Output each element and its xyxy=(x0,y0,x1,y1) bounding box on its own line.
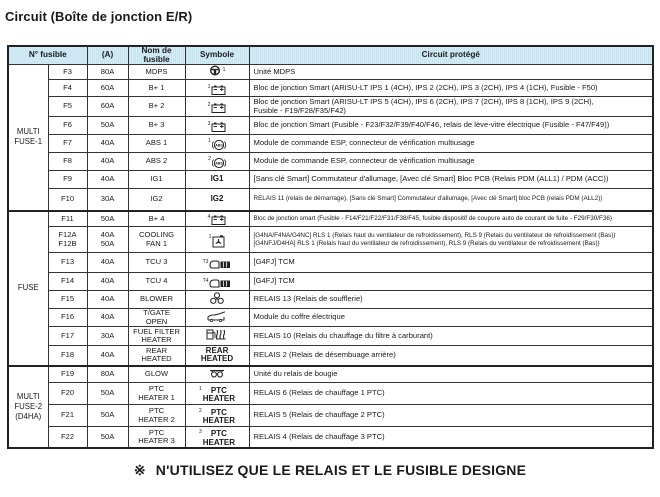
fuse-number xyxy=(48,383,87,405)
fuse-name-line: COOLING xyxy=(139,230,175,239)
fuse-symbol xyxy=(185,171,249,189)
fuse-amperage xyxy=(87,189,128,211)
fuse-symbol xyxy=(185,153,249,171)
fuse-symbol xyxy=(185,273,249,291)
fuse-name xyxy=(128,427,185,449)
fuse-name-line: TCU 3 xyxy=(145,257,168,267)
fuse-name xyxy=(128,327,185,346)
protected-circuit-line: RELAIS 4 (Relais de chauffage 3 PTC) xyxy=(253,431,385,441)
transmission-icon xyxy=(209,260,231,269)
symbol-wrap xyxy=(208,139,226,151)
fuse-number xyxy=(48,97,87,117)
protected-circuit-line: RELAIS 5 (Relais de chauffage 2 PTC) xyxy=(253,410,385,420)
fuse-table xyxy=(7,45,654,449)
fuse-number xyxy=(48,189,87,211)
table-header-row xyxy=(8,46,653,65)
battery-icon xyxy=(211,103,226,113)
symbol-wrap xyxy=(206,329,228,340)
symbol-index: 2 xyxy=(207,102,211,108)
protected-circuit-line: Unité du relais de bougie xyxy=(253,369,338,378)
svg-text:ABS: ABS xyxy=(215,161,223,166)
fuse-amperage-line: 40A xyxy=(100,312,115,322)
symbol-wrap xyxy=(211,175,224,184)
warning-note xyxy=(0,462,660,479)
fuse-symbol xyxy=(185,346,249,366)
symbol-wrap xyxy=(199,409,235,426)
protected-circuit xyxy=(249,405,653,427)
symbol-index: 1 xyxy=(198,385,202,392)
table-row xyxy=(8,171,653,189)
tailgate-icon xyxy=(207,311,227,322)
fuse-symbol xyxy=(185,309,249,327)
table-row xyxy=(8,309,653,327)
protected-circuit xyxy=(249,80,653,97)
group-label-line: (D4HA) xyxy=(15,411,42,421)
fuse-number-line: F4 xyxy=(63,82,72,92)
symbol-index: 3 xyxy=(207,121,211,127)
fuse-symbol xyxy=(185,189,249,211)
fuse-name-line: ABS 2 xyxy=(145,156,168,166)
fuse-number xyxy=(48,171,87,189)
protected-circuit xyxy=(249,366,653,383)
battery-icon xyxy=(211,215,226,225)
fuse-amperage-line: 40A xyxy=(100,257,115,267)
table-row xyxy=(8,327,653,346)
glow-plug-icon xyxy=(209,369,225,378)
protected-circuit-line: Module de commande ESP, connecteur de vérification multiusage xyxy=(253,138,475,148)
fuse-symbol xyxy=(185,291,249,309)
fuse-name xyxy=(128,227,185,253)
fuel-filter-heater-icon xyxy=(206,329,228,340)
fuse-amperage xyxy=(87,135,128,153)
fuse-group-label xyxy=(8,366,48,449)
protected-circuit-line: [G4NA/F4NA/G4NC] RLS 1 (Relais haut du ventilateur de refroidissement), RLS 9 (Relais du ventilateur de refroidissement (Bas)) xyxy=(253,231,616,239)
protected-circuit xyxy=(249,153,653,171)
fuse-name xyxy=(128,273,185,291)
table-row xyxy=(8,383,653,405)
protected-circuit-line: RELAIS 11 (relais de démarrage), [Sans clé Smart] Commutateur d'allumage, [Avec clé Smart] bloc PCB (relais PDM (ALL2)) xyxy=(253,195,603,203)
symbol-index: 4 xyxy=(207,214,211,221)
fuse-number xyxy=(48,327,87,346)
svg-text:ABS: ABS xyxy=(215,143,223,148)
fuse-group-label xyxy=(8,65,48,211)
fuse-amperage-line: 30A xyxy=(100,194,115,203)
fuse-amperage-line: 50A xyxy=(100,213,115,223)
table-row xyxy=(8,405,653,427)
symbol-wrap xyxy=(211,195,224,204)
fuse-number-line: F12B xyxy=(58,238,77,248)
symbol-wrap xyxy=(199,430,235,447)
symbol-wrap xyxy=(209,369,225,378)
protected-circuit xyxy=(249,117,653,135)
table-row xyxy=(8,366,653,383)
protected-circuit-line: Bloc de jonction smart (Fusible - F14/F21/F22/F31/F38/F45, fusible dispositif de coupure auto de courant de fuite - F29/F30/F36) xyxy=(253,214,612,222)
protected-circuit-line: Fusible - F19/F28/F35/F42) xyxy=(253,105,346,115)
symbol-index: 1 xyxy=(208,233,212,240)
fuse-name-line: GLOW xyxy=(144,369,169,378)
fuse-number-line: F19 xyxy=(60,369,75,378)
fuse-number-line: F8 xyxy=(63,156,72,166)
fuse-name-line: T/GATE OPEN xyxy=(143,308,170,326)
fuse-name-line: TCU 4 xyxy=(145,276,168,286)
fuse-number-line: F18 xyxy=(60,350,75,359)
fuse-amperage-line: 50A xyxy=(100,410,115,420)
steering-wheel-icon xyxy=(209,65,222,76)
fuse-name-line: MDPS xyxy=(145,66,168,76)
protected-circuit xyxy=(249,227,653,253)
protected-circuit xyxy=(249,309,653,327)
symbol-wrap xyxy=(203,260,232,269)
fuse-number xyxy=(48,291,87,309)
fuse-amperage-line: 80A xyxy=(100,369,115,378)
fuse-amperage-line: 80A xyxy=(100,66,115,76)
symbol-wrap xyxy=(203,279,232,288)
fuse-name-line: REAR xyxy=(145,345,168,355)
fuse-number-line: F11 xyxy=(61,213,74,223)
fuse-amperage xyxy=(87,273,128,291)
fuse-symbol xyxy=(185,211,249,227)
protected-circuit xyxy=(249,189,653,211)
fuse-name xyxy=(128,366,185,383)
fuse-amperage xyxy=(87,117,128,135)
table-row xyxy=(8,117,653,135)
fuse-name xyxy=(128,346,185,366)
protected-circuit-line: RELAIS 2 (Relais de désembuage arrière) xyxy=(253,350,396,359)
symbol-text-line: HEATED xyxy=(200,354,234,364)
symbol-text xyxy=(203,409,235,426)
fuse-symbol xyxy=(185,65,249,80)
protected-circuit-line: Bloc de jonction Smart (ARISU-LT IPS 5 (4CH), IPS 6 (2CH), IPS 7 (2CH), IPS 8 (1CH), IPS 9 (2CH), xyxy=(253,97,594,106)
fuse-amperage xyxy=(87,346,128,366)
protected-circuit-line: [G4NFJ/D4HA] RLS 1 (Relais haut du ventilateur de refroidissement), RLS 9 (Relais du ventilateur de refroidissement (Bas)) xyxy=(253,239,600,247)
warning-text: N'UTILISEZ QUE LE RELAIS ET LE FUSIBLE DESIGNE xyxy=(155,462,527,478)
symbol-text-line: PTC xyxy=(210,407,227,417)
protected-circuit-line: RELAIS 10 (Relais du chauffage du filtre à carburant) xyxy=(253,330,433,340)
symbol-index: 2 xyxy=(208,156,211,162)
fuse-symbol xyxy=(185,327,249,346)
symbol-text xyxy=(201,347,233,364)
fuse-number-line: F16 xyxy=(60,312,75,322)
fuse-amperage xyxy=(87,291,128,309)
blower-fan-icon xyxy=(210,292,224,305)
fuse-name-line: HEATER 1 xyxy=(138,392,175,402)
fuse-number xyxy=(48,117,87,135)
group-label-line: MULTI xyxy=(16,127,40,137)
fuse-number xyxy=(48,153,87,171)
fuse-number-line: F5 xyxy=(63,101,72,111)
fuse-amperage xyxy=(87,227,128,253)
symbol-wrap xyxy=(207,311,227,322)
fuse-amperage xyxy=(87,253,128,273)
fuse-name xyxy=(128,135,185,153)
protected-circuit xyxy=(249,135,653,153)
table-row xyxy=(8,253,653,273)
fuse-number-line: F22 xyxy=(60,431,75,441)
fuse-name xyxy=(128,80,185,97)
fuse-name-line: PTC xyxy=(148,406,165,415)
fuse-name xyxy=(128,309,185,327)
fuse-name-line: B+ 3 xyxy=(148,120,165,130)
fuse-number xyxy=(48,80,87,97)
symbol-wrap xyxy=(199,387,235,404)
header-circuit: Circuit protégé xyxy=(249,46,653,65)
fuse-amperage xyxy=(87,97,128,117)
fuse-name-line: B+ 4 xyxy=(148,213,165,223)
fuse-name xyxy=(128,405,185,427)
fuse-name xyxy=(128,291,185,309)
fuse-number-line: F9 xyxy=(63,174,72,184)
symbol-wrap xyxy=(201,347,233,364)
fuse-number-line: F20 xyxy=(60,388,75,398)
fuse-number-line: F21 xyxy=(60,410,75,420)
fuse-amperage xyxy=(87,80,128,97)
fuse-name xyxy=(128,117,185,135)
protected-circuit-line: Bloc de jonction Smart (ARISU-LT IPS 1 (4CH), IPS 2 (2CH), IPS 3 (2CH), IPS 4 (1CH), Fusible - F50) xyxy=(253,82,598,92)
protected-circuit xyxy=(249,327,653,346)
fuse-symbol xyxy=(185,97,249,117)
group-label-line: FUSE xyxy=(17,283,39,292)
fuse-symbol xyxy=(185,405,249,427)
table-row xyxy=(8,80,653,97)
fuse-name xyxy=(128,65,185,80)
fuse-amperage-line: 50A xyxy=(100,120,115,130)
header-amp: (A) xyxy=(87,46,128,65)
fuse-name xyxy=(128,171,185,189)
fuse-name xyxy=(128,383,185,405)
fuse-amperage xyxy=(87,153,128,171)
fuse-amperage-line: 40A xyxy=(100,350,115,359)
fuse-name-line: PTC xyxy=(148,427,165,437)
fuse-name xyxy=(128,189,185,211)
transmission-icon xyxy=(209,279,231,288)
fuse-symbol xyxy=(185,117,249,135)
fuse-number xyxy=(48,211,87,227)
fuse-amperage-line: 60A xyxy=(100,82,115,92)
abs-icon xyxy=(212,139,226,151)
fuse-name-line: BLOWER xyxy=(140,294,173,304)
symbol-text-line: IG1 xyxy=(210,174,224,184)
protected-circuit-line: Module du coffre électrique xyxy=(253,312,345,322)
fuse-number-line: F17 xyxy=(60,330,75,340)
symbol-wrap xyxy=(208,122,227,132)
protected-circuit-line: [Sans clé Smart] Commutateur d'allumage, [Avec clé Smart] Bloc PCB (Relais PDM (ALL1) / PDM (ACC)) xyxy=(253,174,609,184)
fuse-amperage-line: 40A xyxy=(100,174,115,184)
fuse-name xyxy=(128,153,185,171)
fuse-name-line: HEATER 2 xyxy=(138,414,175,424)
fuse-amperage-line: 40A xyxy=(100,230,115,239)
fuse-number-line: F7 xyxy=(63,138,72,148)
fuse-symbol xyxy=(185,427,249,449)
fuse-symbol xyxy=(185,383,249,405)
fuse-amperage xyxy=(87,309,128,327)
fuse-amperage-line: 40A xyxy=(100,276,115,286)
protected-circuit xyxy=(249,383,653,405)
fuse-number xyxy=(48,65,87,80)
symbol-text-line: REAR xyxy=(205,345,229,355)
fuse-number xyxy=(48,427,87,449)
symbol-text xyxy=(203,430,235,447)
header-fuse-no: N° fusible xyxy=(8,46,87,65)
symbol-text-line: PTC xyxy=(210,385,227,395)
page-title: Circuit (Boîte de jonction E/R) xyxy=(5,9,193,24)
reference-mark-icon: ※ xyxy=(133,462,146,478)
fuse-amperage-line: 50A xyxy=(100,238,115,248)
fuse-name xyxy=(128,97,185,117)
fuse-amperage xyxy=(87,383,128,405)
fuse-name-line: IG1 xyxy=(150,174,163,184)
table-row xyxy=(8,97,653,117)
fuse-number xyxy=(48,227,87,253)
symbol-wrap xyxy=(208,103,227,113)
fuse-number-line: F14 xyxy=(60,276,75,286)
fuse-number xyxy=(48,346,87,366)
fuse-amperage-line: 40A xyxy=(100,138,115,148)
fuse-amperage-line: 60A xyxy=(100,101,115,111)
fuse-amperage xyxy=(87,65,128,80)
symbol-text-line: HEATER xyxy=(202,437,236,447)
protected-circuit xyxy=(249,253,653,273)
group-label-line: FUSE-1 xyxy=(14,137,43,147)
fuse-name-line: HEATER xyxy=(141,335,172,344)
fuse-number xyxy=(48,135,87,153)
fuse-name-line: HEATER 3 xyxy=(138,436,175,445)
protected-circuit xyxy=(249,171,653,189)
fuse-number xyxy=(48,405,87,427)
table-row xyxy=(8,427,653,449)
fuse-number-line: F6 xyxy=(63,120,72,130)
protected-circuit-line: [G4FJ] TCM xyxy=(253,257,295,267)
protected-circuit xyxy=(249,97,653,117)
group-label-line: MULTI xyxy=(16,391,40,401)
protected-circuit xyxy=(249,65,653,80)
fuse-amperage xyxy=(87,211,128,227)
symbol-wrap xyxy=(208,215,227,225)
fuse-amperage xyxy=(87,427,128,449)
symbol-wrap xyxy=(209,235,226,248)
fuse-number xyxy=(48,273,87,291)
fuse-name xyxy=(128,211,185,227)
table-row xyxy=(8,227,653,253)
symbol-index: 1 xyxy=(208,138,211,144)
fuse-number-line: F3 xyxy=(63,66,72,76)
protected-circuit-line: [G4FJ] TCM xyxy=(253,276,295,286)
protected-circuit xyxy=(249,346,653,366)
fuse-amperage-line: 50A xyxy=(100,388,115,398)
table-row xyxy=(8,65,653,80)
fuse-name-line: B+ 1 xyxy=(148,82,165,92)
fuse-number xyxy=(48,366,87,383)
fuse-symbol xyxy=(185,366,249,383)
symbol-text-line: HEATER xyxy=(202,416,236,425)
symbol-text xyxy=(203,387,235,404)
fuse-name-line: HEATED xyxy=(141,354,172,364)
protected-circuit xyxy=(249,273,653,291)
protected-circuit xyxy=(249,427,653,449)
symbol-index: T4 xyxy=(202,277,209,284)
symbol-wrap xyxy=(208,85,227,95)
symbol-index: T3 xyxy=(202,258,209,265)
fuse-symbol xyxy=(185,80,249,97)
battery-icon xyxy=(211,85,226,95)
fuse-amperage-line: 40A xyxy=(100,294,115,304)
symbol-wrap xyxy=(209,65,226,76)
fuse-number xyxy=(48,253,87,273)
fuse-amperage xyxy=(87,405,128,427)
fuse-number-line: F12A xyxy=(58,230,77,239)
battery-icon xyxy=(211,122,226,132)
symbol-index: 3 xyxy=(198,429,202,435)
fuse-amperage-line: 50A xyxy=(100,431,115,441)
fuse-amperage xyxy=(87,366,128,383)
fuse-name-line: PTC xyxy=(148,384,165,393)
table-row xyxy=(8,153,653,171)
protected-circuit-line: RELAIS 6 (Relais de chauffage 1 PTC) xyxy=(253,388,385,398)
fuse-amperage xyxy=(87,171,128,189)
fuse-symbol xyxy=(185,227,249,253)
table-row xyxy=(8,211,653,227)
table-row xyxy=(8,291,653,309)
fuse-name-line: IG2 xyxy=(150,194,163,203)
protected-circuit-line: Module de commande ESP, connecteur de vérification multiusage xyxy=(253,156,475,166)
symbol-wrap xyxy=(208,157,226,169)
fuse-amperage-line: 40A xyxy=(100,156,115,166)
fuse-name xyxy=(128,253,185,273)
symbol-index: 1 xyxy=(207,83,211,90)
fuse-group-label xyxy=(8,211,48,366)
header-name: Nom de fusible xyxy=(128,46,185,65)
symbol-wrap xyxy=(210,292,224,305)
fuse-name-line: FAN 1 xyxy=(145,238,168,248)
fuse-amperage-line: 30A xyxy=(100,330,115,340)
symbol-text-line: HEATER xyxy=(202,394,236,403)
fuse-number-line: F13 xyxy=(60,257,75,267)
symbol-text-line: IG2 xyxy=(210,194,224,203)
symbol-index: 2 xyxy=(198,407,202,414)
fuse-name-line: ABS 1 xyxy=(145,138,168,148)
fuse-name-line: B+ 2 xyxy=(148,101,165,111)
cooling-fan-icon xyxy=(212,235,225,248)
protected-circuit-line: RELAIS 13 (Relais de soufflerie) xyxy=(253,294,363,304)
protected-circuit xyxy=(249,211,653,227)
fuse-amperage xyxy=(87,327,128,346)
fuse-number-line: F10 xyxy=(60,194,75,203)
group-label-line: FUSE-2 xyxy=(14,401,43,411)
fuse-number-line: F15 xyxy=(60,294,75,304)
protected-circuit xyxy=(249,291,653,309)
fuse-symbol xyxy=(185,253,249,273)
protected-circuit-line: Unité MDPS xyxy=(253,66,296,76)
protected-circuit-line: Bloc de jonction Smart (Fusible - F23/F32/F39/F40/F46, relais de lève-vitre électrique (Fusible - F47/F49)) xyxy=(253,120,610,130)
fuse-number xyxy=(48,309,87,327)
table-row xyxy=(8,189,653,211)
symbol-text xyxy=(211,195,224,204)
symbol-text xyxy=(211,175,224,184)
table-row xyxy=(8,273,653,291)
table-row xyxy=(8,346,653,366)
fuse-symbol xyxy=(185,135,249,153)
symbol-text-line: PTC xyxy=(210,429,227,438)
table-row xyxy=(8,135,653,153)
fuse-name-line: FUEL FILTER xyxy=(133,326,180,336)
symbol-index: 1 xyxy=(222,67,226,74)
header-symbol: Symbole xyxy=(185,46,249,65)
abs-icon xyxy=(212,157,226,169)
